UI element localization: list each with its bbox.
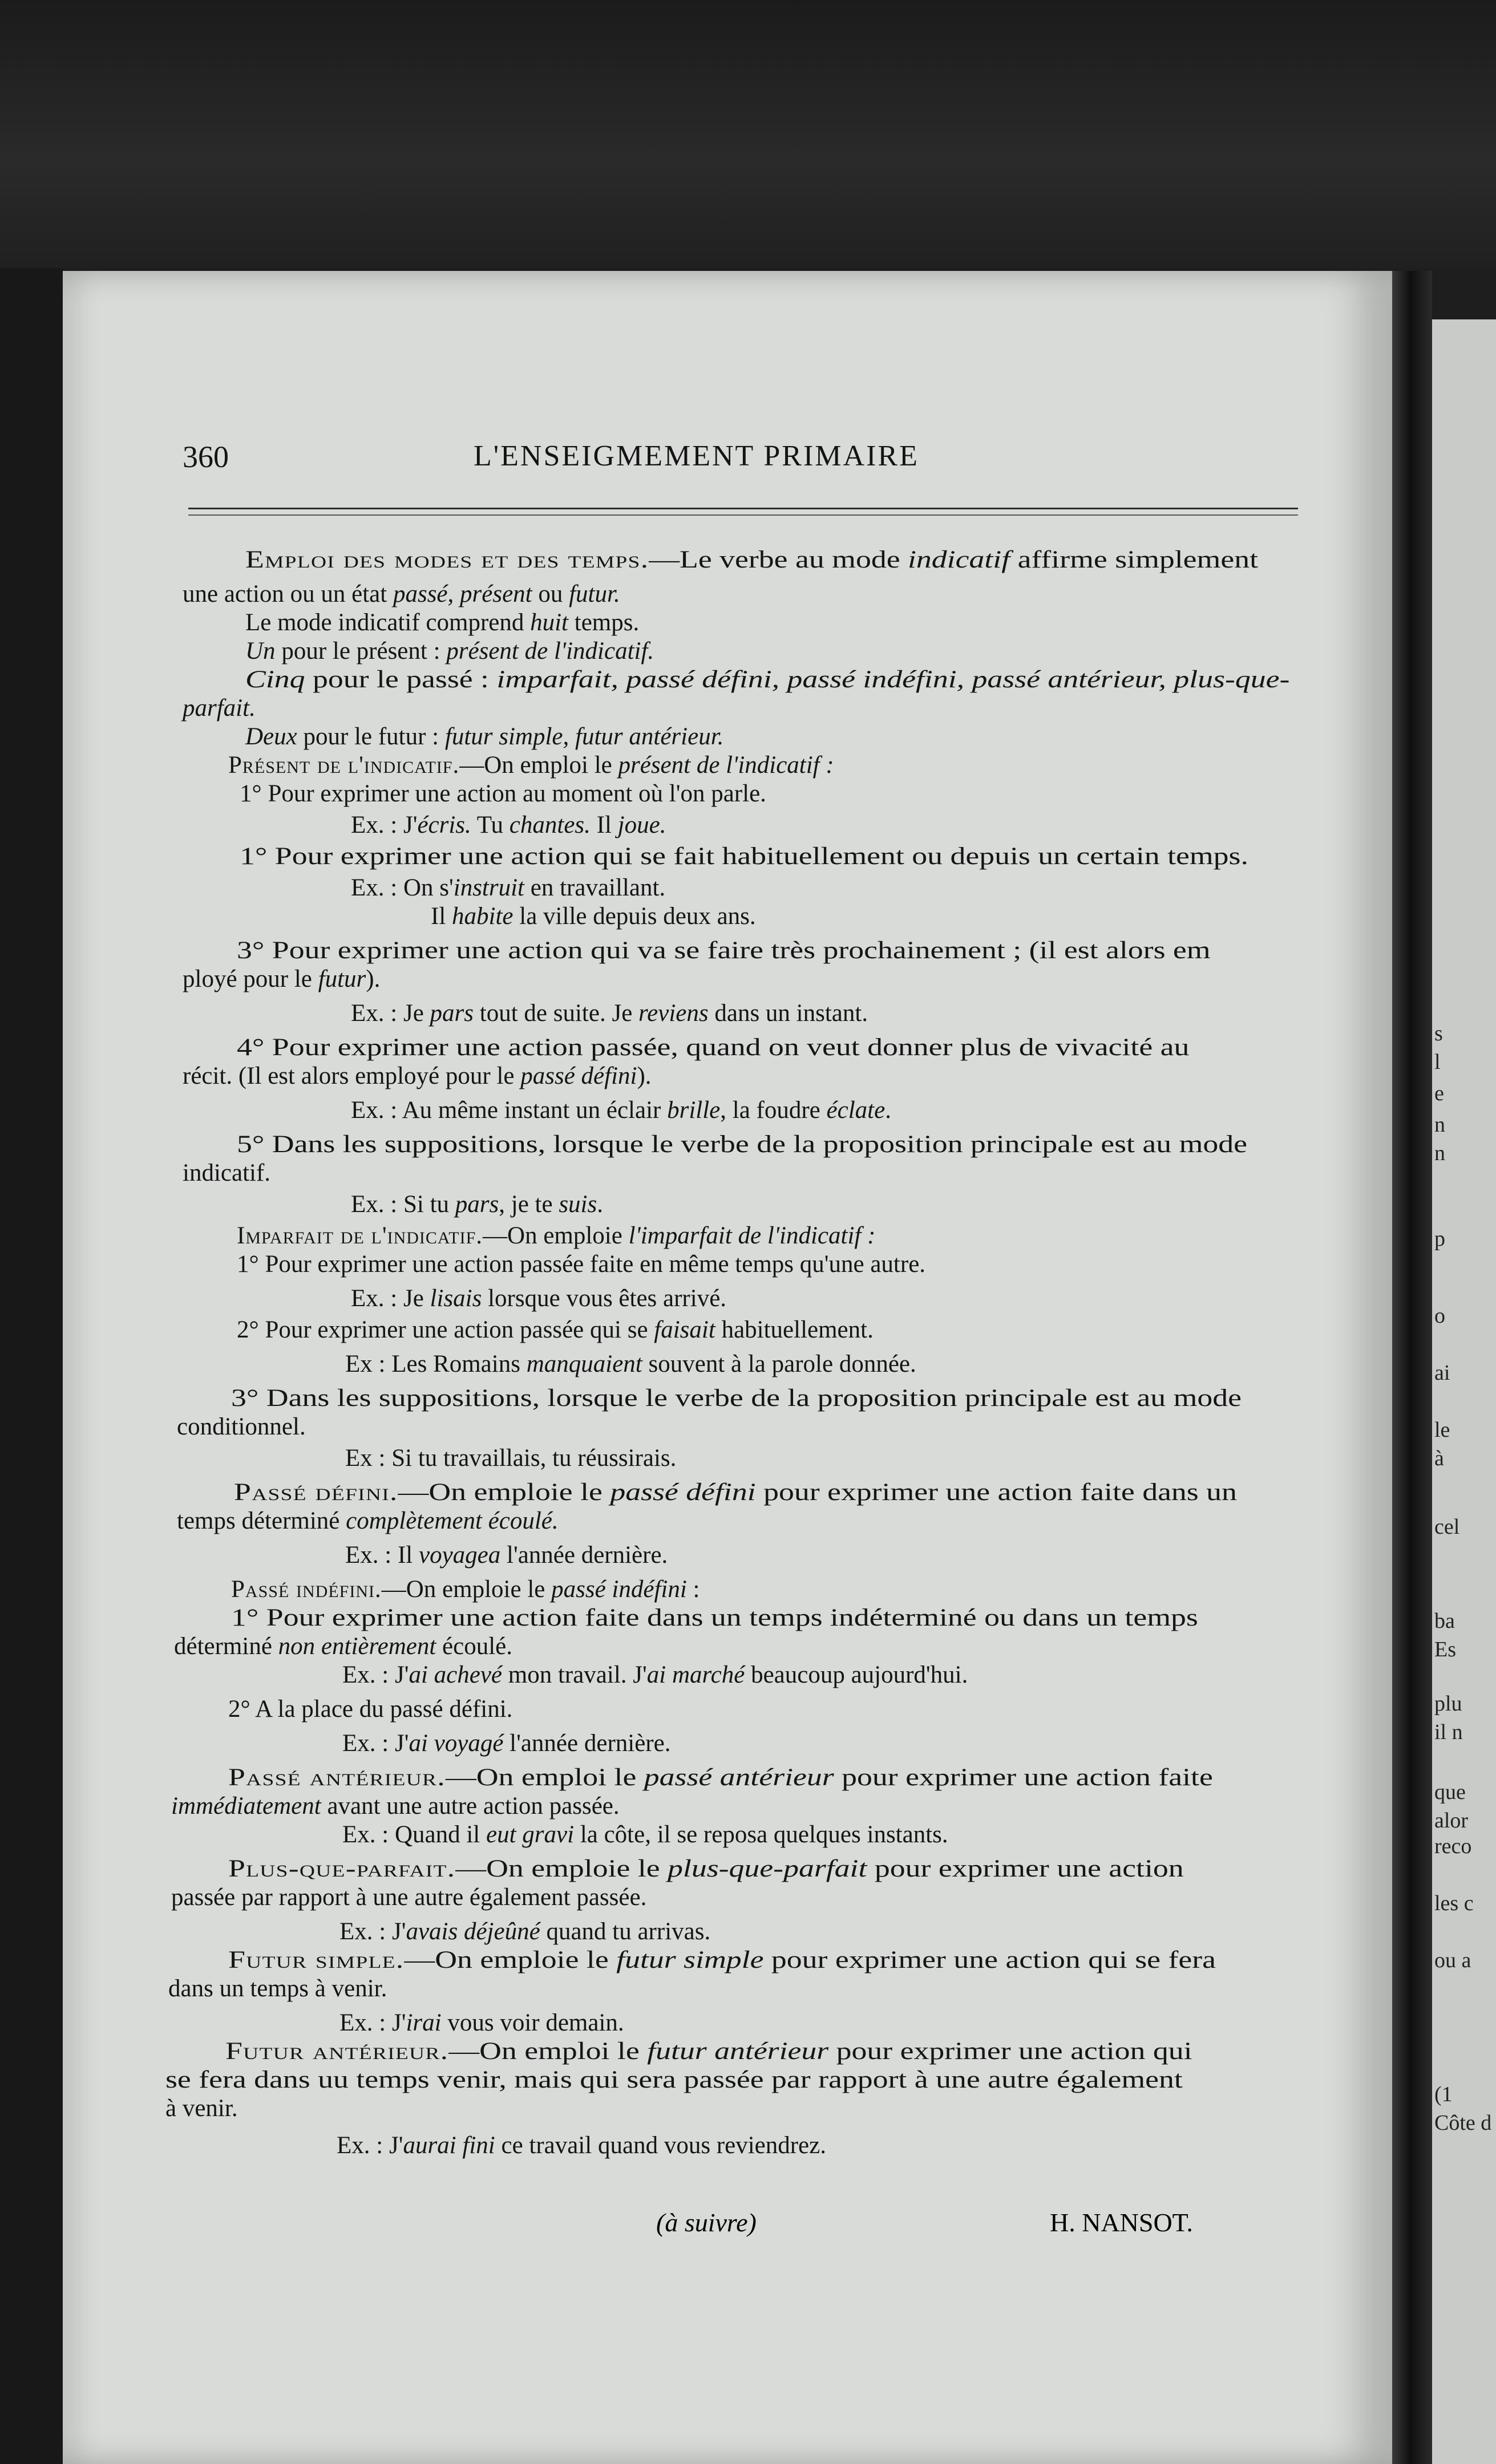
text-run: lorsque vous êtes arrivé. bbox=[482, 1285, 727, 1312]
text-run: 1° Pour exprimer une action au moment où l'on parle. bbox=[240, 780, 766, 807]
text-run: 2° Pour exprimer une action passée qui se bbox=[237, 1316, 654, 1343]
facing-page-fragment: Es bbox=[1434, 1638, 1456, 1661]
text-run: pour exprimer une action qui se fera bbox=[763, 1947, 1216, 1973]
facing-page-fragment: ou a bbox=[1434, 1948, 1471, 1972]
page-header bbox=[183, 439, 1295, 479]
text-line bbox=[228, 1948, 1216, 1972]
text-line bbox=[351, 1286, 726, 1311]
text-run: mon travail. J' bbox=[502, 1661, 647, 1688]
text-run: ai achevé bbox=[409, 1661, 502, 1688]
header-rule-thin bbox=[188, 514, 1298, 516]
text-run: huit bbox=[530, 609, 569, 636]
facing-page-fragment: plu bbox=[1434, 1692, 1462, 1716]
text-run: plus-que-parfait bbox=[668, 1855, 867, 1882]
text-run: parfait. bbox=[183, 695, 256, 722]
text-run: dans un temps à venir. bbox=[168, 1975, 387, 2002]
text-run: manquaient bbox=[526, 1351, 642, 1377]
text-run: Ex. : J' bbox=[339, 1918, 406, 1945]
text-line bbox=[431, 904, 756, 929]
text-run: indicatif. bbox=[183, 1160, 271, 1186]
text-line bbox=[351, 1192, 603, 1217]
text-run: indicatif bbox=[907, 546, 1010, 573]
text-run: lisais bbox=[430, 1285, 482, 1312]
text-run: Ex. : Au même instant un éclair bbox=[351, 1097, 668, 1124]
text-run: Ex. : Je bbox=[351, 1285, 430, 1312]
text-run: temps. bbox=[568, 609, 640, 636]
text-line bbox=[171, 1794, 620, 1818]
text-run: avant une autre action passée. bbox=[321, 1793, 620, 1819]
text-run: Ex. : Quand il bbox=[342, 1821, 486, 1848]
text-run: Le mode indicatif comprend bbox=[245, 609, 531, 636]
text-line bbox=[237, 938, 1211, 963]
text-line bbox=[183, 1161, 270, 1185]
text-line bbox=[177, 1509, 559, 1533]
text-run: pour le passé : bbox=[305, 666, 497, 693]
text-run: Deux bbox=[245, 723, 297, 750]
text-line bbox=[183, 696, 256, 720]
text-line bbox=[174, 1634, 512, 1659]
dark-background-top bbox=[0, 0, 1496, 268]
text-line bbox=[240, 781, 766, 806]
section-heading: Passé antérieur. bbox=[228, 1764, 446, 1791]
text-run: quand tu arrivas. bbox=[540, 1918, 711, 1945]
section-heading: Futur antérieur. bbox=[225, 2038, 449, 2065]
text-run: ai marché bbox=[646, 1661, 745, 1688]
continued-note: (à suivre) bbox=[656, 2208, 757, 2237]
facing-page-fragment: il n bbox=[1434, 1720, 1463, 1744]
text-line bbox=[342, 1731, 670, 1756]
text-run: —On emploie bbox=[483, 1222, 629, 1249]
text-run: Ex. : Si tu bbox=[351, 1191, 455, 1218]
facing-page-fragment: n bbox=[1434, 1113, 1445, 1137]
text-run: Ex. : J' bbox=[339, 2009, 406, 2036]
text-run: futur simple bbox=[616, 1947, 764, 1973]
text-line bbox=[339, 1919, 710, 1944]
text-line bbox=[345, 1446, 676, 1470]
section-heading: Passé indéfini. bbox=[231, 1576, 382, 1603]
text-run: futur antérieur bbox=[647, 2038, 829, 2065]
text-run: une action ou un état bbox=[183, 581, 393, 607]
author-signature: H. NANSOT. bbox=[1050, 2208, 1193, 2237]
text-run: 1° Pour exprimer une action qui se fait habituellement ou depuis un certain temps. bbox=[240, 843, 1248, 870]
text-run: irai bbox=[406, 2009, 442, 2036]
text-line bbox=[228, 753, 834, 777]
text-line bbox=[231, 1577, 700, 1602]
text-line bbox=[231, 1386, 1242, 1411]
facing-page-fragment: l bbox=[1434, 1050, 1441, 1074]
text-run: Il bbox=[590, 812, 618, 838]
text-run: ). bbox=[366, 966, 381, 992]
text-line bbox=[237, 1223, 875, 1248]
text-run: à venir. bbox=[165, 2095, 238, 2122]
text-run: joue. bbox=[617, 812, 666, 838]
text-run: 1° Pour exprimer une action faite dans un temps indéterminé ou dans un temps bbox=[231, 1604, 1198, 1631]
text-run: habite bbox=[452, 903, 514, 930]
text-run: en travaillant. bbox=[524, 874, 666, 901]
text-line bbox=[345, 1543, 668, 1567]
dark-background-left bbox=[0, 268, 63, 2464]
text-run: écris. bbox=[417, 812, 471, 838]
text-run: . bbox=[885, 1097, 891, 1124]
text-run: non entièrement bbox=[278, 1633, 436, 1660]
facing-page-fragment: les c bbox=[1434, 1891, 1474, 1915]
facing-page-edge bbox=[1432, 319, 1496, 2464]
text-run: passé indéfini bbox=[551, 1576, 687, 1603]
header-rule bbox=[188, 508, 1298, 509]
text-run: 4° Pour exprimer une action passée, quand on veut donner plus de vivacité au bbox=[237, 1034, 1190, 1061]
text-run: —On emploie le bbox=[381, 1576, 552, 1603]
text-run: l'année dernière. bbox=[500, 1542, 668, 1569]
text-run: beaucoup aujourd'hui. bbox=[745, 1661, 968, 1688]
text-run: brille bbox=[667, 1097, 721, 1124]
text-run: 3° Dans les suppositions, lorsque le verbe de la proposition principale est au mode bbox=[231, 1385, 1242, 1412]
facing-page-fragment: reco bbox=[1434, 1834, 1472, 1858]
text-run: pars bbox=[430, 1000, 474, 1027]
text-run: 3° Pour exprimer une action qui va se faire très prochainement ; (il est alors em bbox=[237, 937, 1211, 964]
text-run: Cinq bbox=[245, 666, 305, 693]
text-run: Ex. : J' bbox=[337, 2132, 403, 2159]
text-run: chantes. bbox=[509, 812, 591, 838]
text-run: 2° A la place du passé défini. bbox=[228, 1696, 513, 1723]
text-run: , la foudre bbox=[720, 1097, 827, 1124]
text-run: pour exprimer une action qui bbox=[828, 2038, 1192, 2065]
text-run: Tu bbox=[471, 812, 510, 838]
text-run: —Le verbe au mode bbox=[649, 546, 908, 573]
text-run: pour exprimer une action faite dans un bbox=[755, 1479, 1237, 1506]
text-run: futur bbox=[318, 966, 366, 992]
facing-page-fragment: p bbox=[1434, 1227, 1445, 1251]
text-run: la ville depuis deux ans. bbox=[513, 903, 756, 930]
text-run: l'imparfait de l'indicatif : bbox=[628, 1222, 876, 1249]
text-run: habituellement. bbox=[715, 1316, 874, 1343]
text-run: —On emploie le bbox=[404, 1947, 617, 1973]
text-line bbox=[237, 1132, 1247, 1157]
text-line bbox=[183, 967, 380, 991]
text-run: Ex. : J' bbox=[342, 1730, 409, 1757]
text-run: —On emploi le bbox=[459, 752, 618, 779]
text-run: aurai fini bbox=[403, 2132, 495, 2159]
section-heading: Emploi des modes et des temps. bbox=[245, 546, 649, 573]
text-run: présent de l'indicatif. bbox=[446, 638, 654, 664]
section-heading: Passé défini. bbox=[234, 1479, 398, 1506]
text-line bbox=[245, 724, 723, 749]
text-run: tout de suite. Je bbox=[474, 1000, 639, 1027]
text-run: Ex. : J' bbox=[342, 1661, 409, 1688]
text-run: avais déjeûné bbox=[406, 1918, 540, 1945]
page-number: 360 bbox=[183, 440, 229, 474]
text-run: , je te bbox=[499, 1191, 559, 1218]
running-title: L'ENSEIGMEMENT PRIMAIRE bbox=[474, 440, 919, 472]
text-line bbox=[183, 1064, 652, 1088]
text-run: ployé pour le bbox=[183, 966, 318, 992]
text-line bbox=[245, 610, 639, 635]
text-run: 5° Dans les suppositions, lorsque le verbe de la proposition principale est au mode bbox=[237, 1131, 1247, 1158]
text-line bbox=[337, 2133, 826, 2158]
text-run: faisait bbox=[654, 1316, 715, 1343]
text-run: suis bbox=[559, 1191, 597, 1218]
text-run: temps déterminé bbox=[177, 1507, 346, 1534]
section-heading: Futur simple. bbox=[228, 1947, 405, 1973]
text-run: Ex. : Il bbox=[345, 1542, 419, 1569]
text-run: ). bbox=[637, 1063, 652, 1089]
text-line bbox=[342, 1822, 948, 1847]
text-line bbox=[183, 582, 620, 606]
text-run: passé défini bbox=[610, 1479, 756, 1506]
text-run: Ex. : J' bbox=[351, 812, 418, 838]
text-line bbox=[342, 1663, 968, 1687]
facing-page-fragment: à bbox=[1434, 1446, 1444, 1470]
text-run: écoulé. bbox=[436, 1633, 512, 1660]
text-run: futur. bbox=[569, 581, 620, 607]
text-run: récit. (Il est alors employé pour le bbox=[183, 1063, 521, 1089]
facing-page-fragment: alor bbox=[1434, 1809, 1469, 1833]
text-line bbox=[228, 1765, 1213, 1790]
text-run: pour le présent : bbox=[275, 638, 447, 664]
facing-page-fragment: n bbox=[1434, 1141, 1445, 1165]
text-run: ce travail quand vous reviendrez. bbox=[495, 2132, 826, 2159]
text-line bbox=[339, 2011, 624, 2035]
text-line bbox=[351, 1001, 868, 1026]
text-run: Il bbox=[431, 903, 452, 930]
text-run: futur simple, futur antérieur. bbox=[444, 723, 724, 750]
text-run: 1° Pour exprimer une action passée faite en même temps qu'une autre. bbox=[237, 1251, 926, 1278]
text-run: —On emploie le bbox=[455, 1855, 668, 1882]
text-line bbox=[351, 813, 666, 837]
text-line bbox=[165, 2068, 1183, 2092]
book-gutter bbox=[1392, 271, 1432, 2464]
text-run: se fera dans uu temps venir, mais qui sera passée par rapport à une autre également bbox=[165, 2066, 1183, 2093]
text-run: Un bbox=[245, 638, 276, 664]
text-run: —On emploie le bbox=[398, 1479, 610, 1506]
text-run: présent de l'indicatif : bbox=[618, 752, 834, 779]
text-run: eut gravi bbox=[486, 1821, 575, 1848]
text-run: reviens bbox=[638, 1000, 709, 1027]
text-run: passé antérieur bbox=[644, 1764, 834, 1791]
section-heading: Présent de l'indicatif. bbox=[228, 752, 460, 779]
text-run: éclate bbox=[826, 1097, 886, 1124]
text-run: immédiatement bbox=[171, 1793, 321, 1819]
text-run: la côte, il se reposa quelques instants. bbox=[574, 1821, 948, 1848]
text-line bbox=[177, 1415, 306, 1439]
text-line bbox=[245, 667, 1289, 692]
facing-page-fragment: ba bbox=[1434, 1609, 1455, 1633]
text-line bbox=[168, 1976, 387, 2001]
facing-page-fragment: o bbox=[1434, 1304, 1445, 1328]
facing-page-fragment: s bbox=[1434, 1022, 1443, 1045]
text-run: Ex. : Je bbox=[351, 1000, 430, 1027]
text-line bbox=[225, 2039, 1192, 2064]
facing-page-fragment: ai bbox=[1434, 1361, 1450, 1385]
text-run: —On emploi le bbox=[445, 1764, 644, 1791]
text-run: passé, présent bbox=[393, 581, 532, 607]
text-run: l'année dernière. bbox=[503, 1730, 671, 1757]
facing-page-fragment: e bbox=[1434, 1081, 1444, 1105]
text-run: ai voyagé bbox=[409, 1730, 504, 1757]
text-run: Ex. : On s' bbox=[351, 874, 454, 901]
text-run: Ex : Les Romains bbox=[345, 1351, 527, 1377]
text-run: —On emploi le bbox=[448, 2038, 648, 2065]
text-run: pars bbox=[455, 1191, 499, 1218]
text-line bbox=[345, 1352, 916, 1376]
text-run: ou bbox=[532, 581, 569, 607]
text-run: Ex : Si tu travaillais, tu réussirais. bbox=[345, 1445, 677, 1472]
text-run: complètement écoulé. bbox=[346, 1507, 559, 1534]
text-run: passé défini bbox=[520, 1063, 637, 1089]
text-line bbox=[165, 2096, 238, 2121]
text-run: conditionnel. bbox=[177, 1413, 306, 1440]
text-line bbox=[231, 1606, 1198, 1630]
facing-page-fragment: Côte d bbox=[1434, 2111, 1492, 2135]
text-run: passée par rapport à une autre également passée. bbox=[171, 1884, 647, 1911]
text-run: . bbox=[597, 1191, 603, 1218]
text-run: vous voir demain. bbox=[441, 2009, 624, 2036]
text-line bbox=[234, 1480, 1237, 1505]
text-run: : bbox=[686, 1576, 700, 1603]
section-heading: Plus-que-parfait. bbox=[228, 1855, 456, 1882]
facing-page-fragment: que bbox=[1434, 1780, 1466, 1804]
text-run: pour le futur : bbox=[297, 723, 445, 750]
facing-page-fragment: cel bbox=[1434, 1515, 1460, 1539]
text-line bbox=[240, 844, 1248, 869]
text-line bbox=[171, 1885, 646, 1910]
text-line bbox=[351, 1098, 891, 1122]
text-run: imparfait, passé défini, passé indéfini, passé antérieur, plus-que- bbox=[496, 666, 1290, 693]
text-run: déterminé bbox=[174, 1633, 278, 1660]
text-line bbox=[237, 1252, 925, 1276]
text-line bbox=[237, 1035, 1189, 1060]
text-run: souvent à la parole donnée. bbox=[642, 1351, 916, 1377]
text-run: pour exprimer une action bbox=[867, 1855, 1184, 1882]
facing-page-fragment: (1 bbox=[1434, 2082, 1453, 2106]
text-run: instruit bbox=[453, 874, 525, 901]
text-run: dans un instant. bbox=[708, 1000, 868, 1027]
facing-page-fragment: le bbox=[1434, 1418, 1450, 1442]
text-line bbox=[351, 876, 665, 900]
text-run: affirme simplement bbox=[1010, 546, 1259, 573]
text-line bbox=[228, 1697, 512, 1721]
text-line bbox=[237, 1318, 874, 1342]
text-run: voyagea bbox=[418, 1542, 501, 1569]
text-line bbox=[228, 1857, 1184, 1881]
text-line bbox=[245, 548, 1258, 572]
text-line bbox=[245, 639, 654, 663]
text-run: pour exprimer une action faite bbox=[834, 1764, 1213, 1791]
section-heading: Imparfait de l'indicatif. bbox=[237, 1222, 483, 1249]
